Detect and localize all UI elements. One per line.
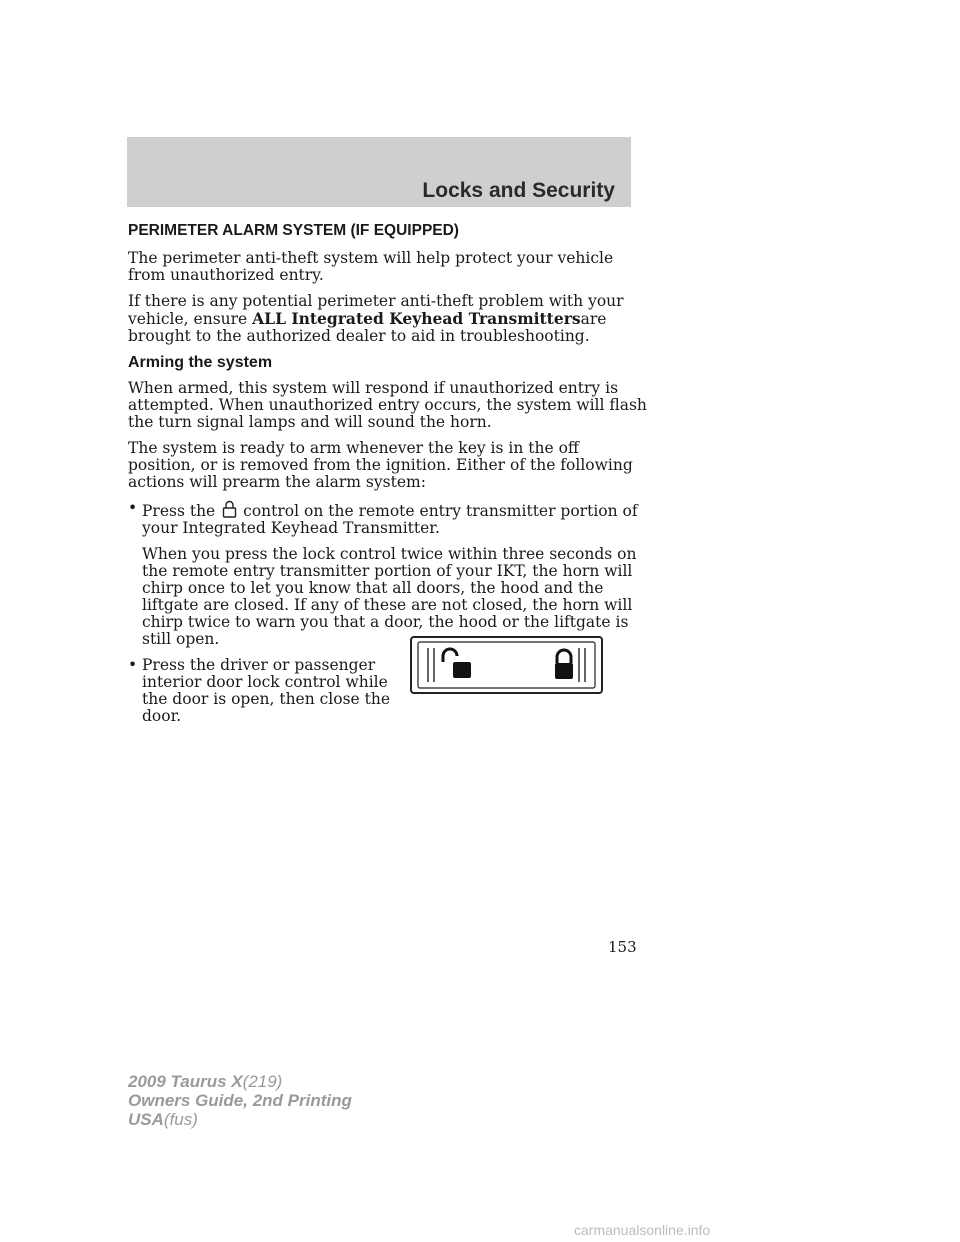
footer-line-model	[128, 1072, 352, 1091]
bullet-item-door-lock	[128, 657, 392, 725]
paragraph-intro: The perimeter anti-theft system will help protect your vehicle from unauthorized entry.	[128, 249, 614, 284]
subheading-arming: Arming the system	[128, 354, 273, 371]
bullet-dot: •	[128, 656, 138, 674]
paragraph-text: If there is any potential perimeter anti-theft problem with your vehicle, ensure	[128, 292, 624, 328]
paragraph-armed-response: When armed, this system will respond if unauthorized entry is attempted. When unauthorized entry occurs, the system will flash the turn signal lamps and will sound the horn.	[128, 379, 647, 431]
footer-model: 2009 Taurus X	[128, 1072, 243, 1091]
bullet-dot: •	[128, 499, 138, 517]
watermark: carmanualsonline.info	[574, 1222, 711, 1238]
bold-term: ALL Integrated Keyhead Transmitters	[252, 309, 581, 328]
section-heading: PERIMETER ALARM SYSTEM (IF EQUIPPED)	[128, 222, 459, 239]
door-lock-switch-figure	[410, 636, 603, 694]
bullet-text: control on the remote entry transmitter portion of your Integrated Keyhead Transmitter.	[142, 502, 638, 537]
paragraph-troubleshooting	[128, 293, 648, 345]
page-title: Locks and Security	[422, 179, 615, 202]
header-band	[127, 137, 631, 207]
footer-model-code: (219)	[242, 1072, 283, 1091]
bullet-item-transmitter	[128, 500, 648, 537]
paragraph-horn-chirp: When you press the lock control twice within three seconds on the remote entry transmitter portion of your IKT, the horn will chirp once to let you know that all doors, the hood and the liftgate are closed. If any of these are not closed, the horn will chirp twice to warn you that a door, the hood or the liftgate is still open.	[142, 545, 637, 648]
footer-market: USA	[128, 1110, 164, 1129]
footer-line-edition: Owners Guide, 2nd Printing	[128, 1091, 352, 1110]
bullet-text: Press the driver or passenger interior door lock control while the door is open, then close the door.	[142, 656, 391, 725]
footer-print-info	[128, 1072, 352, 1129]
page-number: 153	[608, 938, 637, 956]
footer-line-market	[128, 1110, 352, 1129]
lock-icon	[222, 500, 237, 518]
paragraph-text: are brought to the authorized dealer to aid in troubleshooting.	[128, 310, 607, 345]
footer-market-code: (fus)	[163, 1110, 198, 1129]
bullet-text: Press the	[142, 502, 221, 520]
paragraph-prearm: The system is ready to arm whenever the key is in the off position, or is removed from the ignition. Either of the following actions will prearm the alarm system:	[128, 439, 633, 491]
